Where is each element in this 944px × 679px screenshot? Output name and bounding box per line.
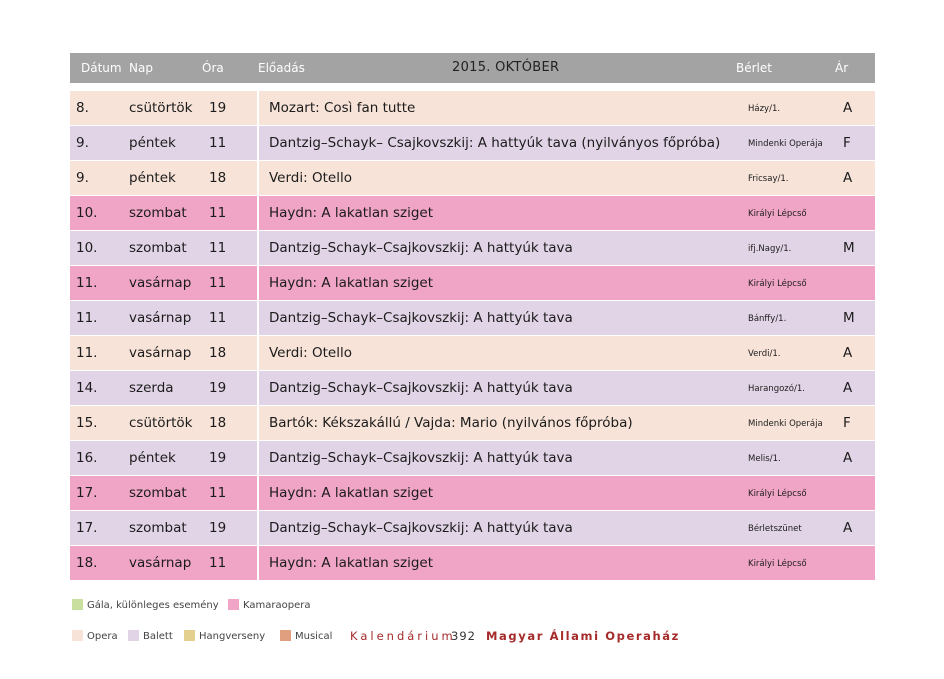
month-title: 2015. OKTÓBER [452,60,560,75]
table-row [70,266,875,301]
table-row [70,231,875,266]
cell-date: 15. [76,415,98,431]
cell-day: péntek [129,450,176,466]
table-row [70,546,875,581]
legend-swatch-kamaraopera [228,599,239,610]
legend-label-gala: Gála, különleges esemény [87,600,219,611]
cell-berlet: Fricsay/1. [748,174,789,184]
legend-item-hangverseny [184,630,265,642]
legend-item-balett [128,630,173,642]
cell-date: 11. [76,310,98,326]
cell-date: 10. [76,240,98,256]
cell-berlet: Verdi/1. [748,349,781,359]
cell-title: Haydn: A lakatlan sziget [269,485,433,501]
header-datum: Dátum [81,61,122,75]
cell-day: vasárnap [129,555,192,571]
cell-hour: 11 [209,275,227,291]
cell-title: Haydn: A lakatlan sziget [269,205,433,221]
row-divider [257,511,259,545]
row-divider [257,371,259,405]
legend-swatch-balett [128,630,139,641]
cell-date: 9. [76,135,89,151]
legend-label-opera: Opera [87,631,118,642]
legend-item-opera [72,630,118,642]
cell-day: szerda [129,380,174,396]
cell-ar: M [843,240,855,256]
cell-date: 14. [76,380,98,396]
table-header [70,53,875,83]
cell-day: szombat [129,205,187,221]
table-row [70,126,875,161]
cell-berlet: Melis/1. [748,454,781,464]
row-divider [257,546,259,580]
cell-hour: 18 [209,170,227,186]
cell-day: péntek [129,135,176,151]
row-divider [257,91,259,125]
cell-berlet: Mindenki Operája [748,139,823,149]
row-divider [257,266,259,300]
cell-berlet: Királyi Lépcső [748,209,807,219]
footer-kalendarium: Kalendárium [350,629,456,643]
cell-hour: 11 [209,310,227,326]
cell-date: 11. [76,345,98,361]
header-ar: Ár [835,61,849,75]
cell-day: vasárnap [129,275,192,291]
row-divider [257,476,259,510]
cell-day: csütörtök [129,100,193,116]
table-row [70,441,875,476]
table-row [70,196,875,231]
cell-ar: M [843,310,855,326]
cell-title: Bartók: Kékszakállú / Vajda: Mario (nyilvános főpróba) [269,415,633,431]
cell-date: 8. [76,100,89,116]
cell-ar: F [843,415,851,431]
cell-hour: 19 [209,100,227,116]
cell-day: csütörtök [129,415,193,431]
row-divider [257,161,259,195]
footer-page-number: 392 [451,629,476,643]
cell-title: Haydn: A lakatlan sziget [269,275,433,291]
cell-hour: 18 [209,345,227,361]
cell-title: Verdi: Otello [269,345,352,361]
cell-title: Dantzig–Schayk– Csajkovszkij: A hattyúk tava (nyilványos főpróba) [269,135,721,151]
cell-hour: 18 [209,415,227,431]
legend-label-musical: Musical [295,631,333,642]
cell-berlet: Mindenki Operája [748,419,823,429]
legend-item-gala [72,599,219,611]
legend-label-kamaraopera: Kamaraopera [243,600,311,611]
legend-swatch-hangverseny [184,630,195,641]
cell-title: Dantzig–Schayk–Csajkovszkij: A hattyúk tava [269,240,573,256]
legend-swatch-gala [72,599,83,610]
cell-title: Dantzig–Schayk–Csajkovszkij: A hattyúk tava [269,520,573,536]
row-divider [257,126,259,160]
legend-label-balett: Balett [143,631,173,642]
cell-title: Verdi: Otello [269,170,352,186]
cell-berlet: ifj.Nagy/1. [748,244,792,254]
event-rows [70,91,875,581]
cell-ar: F [843,135,851,151]
table-row [70,476,875,511]
cell-date: 17. [76,520,98,536]
cell-hour: 11 [209,485,227,501]
row-divider [257,231,259,265]
table-row [70,336,875,371]
cell-hour: 11 [209,240,227,256]
table-row [70,511,875,546]
header-ora: Óra [202,61,224,75]
cell-berlet: Bánffy/1. [748,314,787,324]
cell-hour: 11 [209,135,227,151]
row-divider [257,441,259,475]
cell-ar: A [843,170,853,186]
cell-date: 10. [76,205,98,221]
header-eloadas: Előadás [258,61,305,75]
cell-title: Dantzig–Schayk–Csajkovszkij: A hattyúk tava [269,450,573,466]
row-divider [257,336,259,370]
row-divider [257,406,259,440]
legend-item-kamaraopera [228,599,310,611]
cell-title: Dantzig–Schayk–Csajkovszkij: A hattyúk tava [269,310,573,326]
row-divider [257,301,259,335]
footer-brand: Magyar Állami Operaház [486,629,680,643]
table-row [70,301,875,336]
calendar-table [70,53,875,581]
cell-ar: A [843,100,853,116]
header-berlet: Bérlet [736,61,772,75]
cell-berlet: Bérletszünet [748,524,802,534]
cell-ar: A [843,380,853,396]
legend-label-hangverseny: Hangverseny [199,631,266,642]
cell-berlet: Királyi Lépcső [748,489,807,499]
legend-swatch-musical [280,630,291,641]
cell-date: 17. [76,485,98,501]
header-nap: Nap [129,61,153,75]
cell-hour: 19 [209,380,227,396]
cell-hour: 19 [209,520,227,536]
cell-date: 18. [76,555,98,571]
cell-date: 16. [76,450,98,466]
cell-berlet: Harangozó/1. [748,384,805,394]
legend-item-musical [280,630,332,642]
legend-swatch-opera [72,630,83,641]
cell-ar: A [843,520,853,536]
cell-hour: 11 [209,555,227,571]
cell-title: Mozart: Così fan tutte [269,100,416,116]
cell-day: péntek [129,170,176,186]
table-row [70,161,875,196]
cell-berlet: Királyi Lépcső [748,279,807,289]
cell-day: vasárnap [129,310,192,326]
table-row [70,371,875,406]
cell-date: 11. [76,275,98,291]
cell-day: szombat [129,520,187,536]
table-row [70,91,875,126]
cell-ar: A [843,345,853,361]
cell-title: Dantzig–Schayk–Csajkovszkij: A hattyúk tava [269,380,573,396]
cell-date: 9. [76,170,89,186]
cell-hour: 19 [209,450,227,466]
cell-ar: A [843,450,853,466]
cell-day: szombat [129,240,187,256]
cell-title: Haydn: A lakatlan sziget [269,555,433,571]
table-row [70,406,875,441]
row-divider [257,196,259,230]
cell-day: vasárnap [129,345,192,361]
cell-day: szombat [129,485,187,501]
cell-hour: 11 [209,205,227,221]
header-gap [70,83,875,91]
cell-berlet: Házy/1. [748,104,781,114]
cell-berlet: Királyi Lépcső [748,559,807,569]
